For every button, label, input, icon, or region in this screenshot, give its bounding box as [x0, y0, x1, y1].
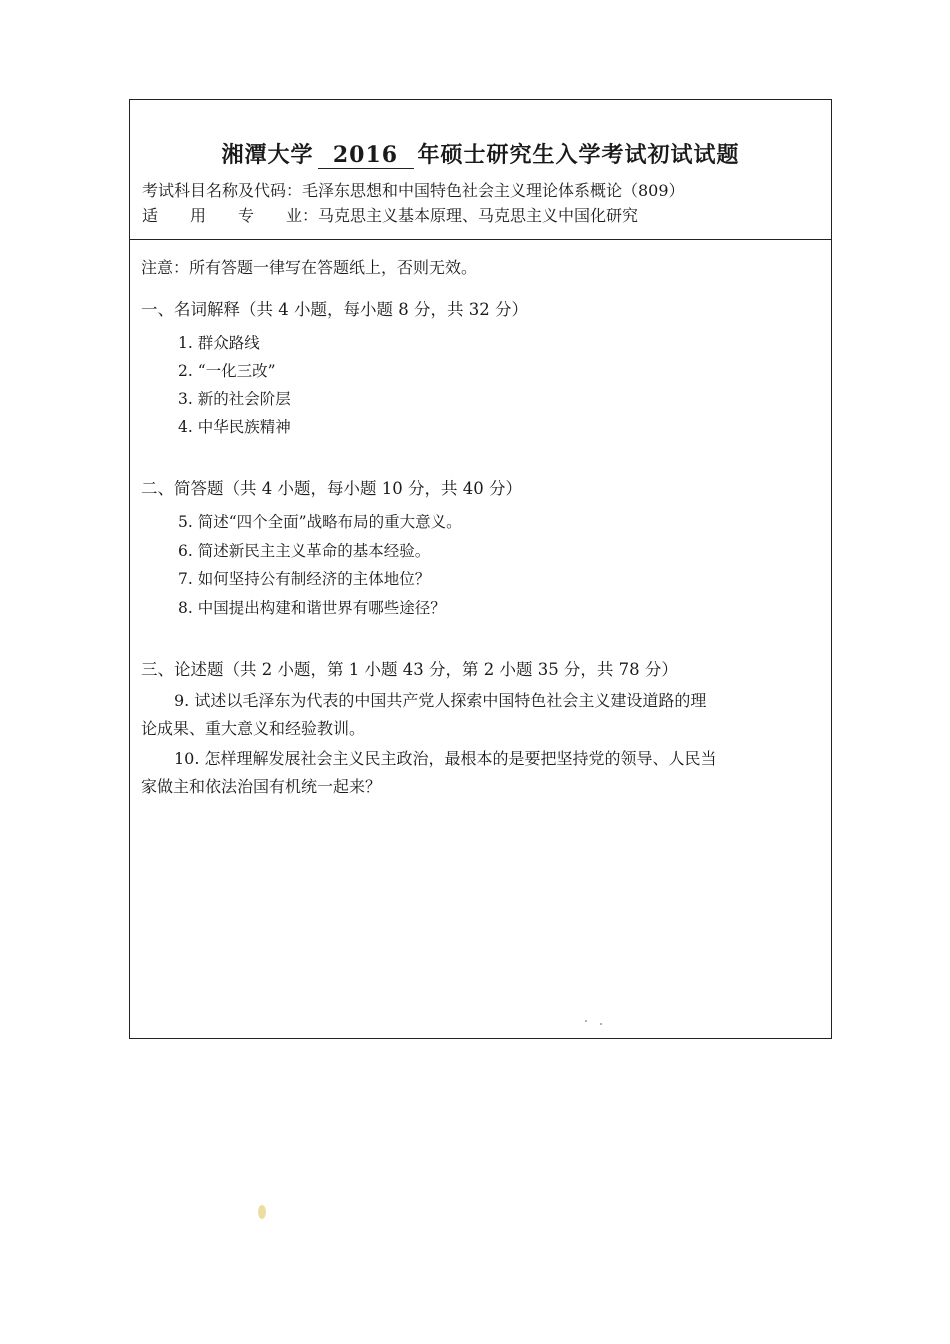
list-item: 4. 中华民族精神: [178, 418, 291, 436]
exam-header: [130, 100, 831, 240]
list-item: 1. 群众路线: [178, 334, 260, 352]
stain-mark: [258, 1205, 266, 1219]
subject-line: 考试科目名称及代码：毛泽东思想和中国特色社会主义理论体系概论（809）: [142, 181, 685, 200]
essay-question-9: [141, 687, 706, 743]
list-item: 2. “一化三改”: [178, 362, 276, 380]
exam-title: [130, 138, 831, 169]
essay-line: 9. 试述以毛泽东为代表的中国共产党人探索中国特色社会主义建设道路的理: [174, 691, 707, 710]
list-item: 5. 简述“四个全面”战略布局的重大意义。: [178, 513, 462, 531]
title-year: 2016: [318, 142, 414, 169]
section-heading-3: 三、论述题（共 2 小题，第 1 小题 43 分，第 2 小题 35 分，共 78 分）: [141, 660, 678, 679]
title-suffix: 年硕士研究生入学考试初试试题: [417, 142, 740, 168]
list-item: 3. 新的社会阶层: [178, 390, 291, 408]
section-heading-2: 二、简答题（共 4 小题，每小题 10 分，共 40 分）: [141, 479, 522, 498]
notice: 注意：所有答题一律写在答题纸上，否则无效。: [141, 258, 478, 277]
list-item: 6. 简述新民主主义革命的基本经验。: [178, 542, 431, 560]
essay-line: 家做主和依法治国有机统一起来？: [141, 777, 382, 796]
list-item: 7. 如何坚持公有制经济的主体地位？: [178, 570, 431, 588]
list-item: 8. 中国提出构建和谐世界有哪些途径？: [178, 599, 446, 617]
major-label: 适 用 专 业：: [142, 206, 319, 225]
title-university: 湘潭大学: [221, 142, 314, 168]
scan-speck: [585, 1020, 587, 1022]
section-heading-1: 一、名词解释（共 4 小题，每小题 8 分，共 32 分）: [141, 300, 528, 319]
essay-line: 论成果、重大意义和经验教训。: [141, 719, 366, 738]
scan-speck: [600, 1023, 602, 1025]
essay-line: 10. 怎样理解发展社会主义民主政治，最根本的是要把坚持党的领导、人民当: [174, 749, 717, 768]
essay-question-10: [141, 745, 717, 801]
major-value: 马克思主义基本原理、马克思主义中国化研究: [318, 206, 639, 225]
major-line: [142, 203, 638, 226]
